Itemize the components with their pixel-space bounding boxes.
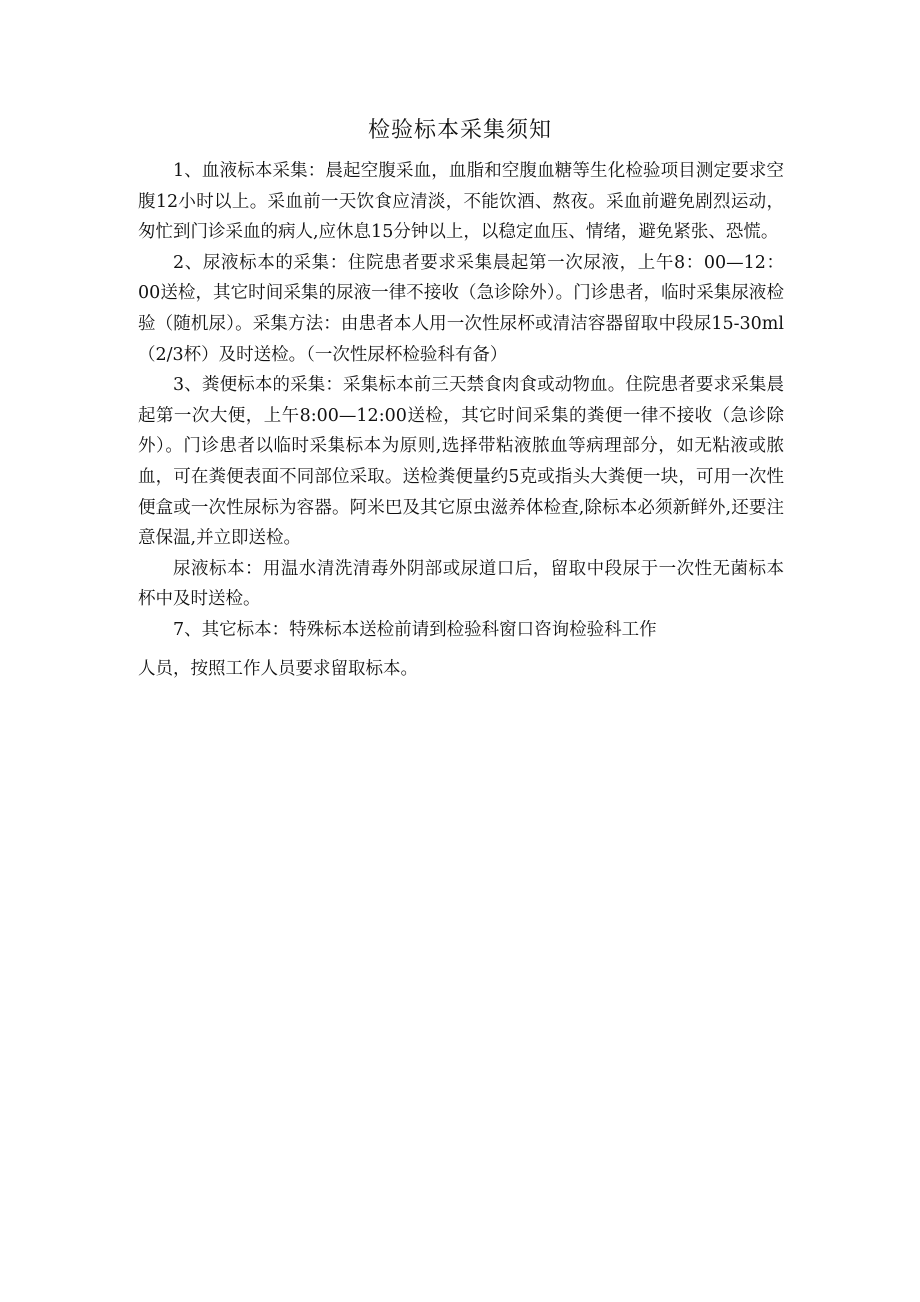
document-body — [138, 156, 784, 684]
paragraph-other-samples-continued: 人员，按照工作人员要求留取标本。 — [138, 658, 418, 679]
paragraph-urine-cleaning: 尿液标本：用温水清洗清毒外阴部或尿道口后，留取中段尿于一次性无菌标本杯中及时送检。 — [138, 558, 784, 610]
paragraph-blood-sample: 1、血液标本采集：晨起空腹采血，血脂和空腹血糖等生化检验项目测定要求空腹12小时以上。采血前一天饮食应清淡，不能饮酒、熬夜。采血前避免剧烈运动，匆忙到门诊采血的病人,应休息15分钟以上，以稳定血压、情绪，避免紧张、恐慌。 — [138, 161, 784, 243]
paragraph-stool-sample: 3、粪便标本的采集：采集标本前三天禁食肉食或动物血。住院患者要求采集晨起第一次大便，上午8:00—12:00送检，其它时间采集的粪便一律不接收（急诊除外）。门诊患者以临时采集标本为原则,选择带粘液脓血等病理部分，如无粘液或脓血，可在粪便表面不同部位采取。送检粪便量约5克或指头大粪便一块，可用一次性便盒或一次性尿标为容器。阿米巴及其它原虫滋养体检查,除标本必须新鲜外,还要注意保温,并立即送检。 — [138, 375, 784, 549]
paragraph-urine-sample: 2、尿液标本的采集：住院患者要求采集晨起第一次尿液，上午8：00—12：00送检，其它时间采集的尿液一律不接收（急诊除外）。门诊患者，临时采集尿液检验（随机尿）。采集方法：由患者本人用一次性尿杯或清洁容器留取中段尿15-30ml（2/3杯）及时送检。（一次性尿杯检验科有备） — [138, 252, 784, 365]
paragraph-other-samples: 7、其它标本：特殊标本送检前请到检验科窗口咨询检验科工作 — [173, 619, 657, 640]
document-title: 检验标本采集须知 — [367, 118, 552, 143]
